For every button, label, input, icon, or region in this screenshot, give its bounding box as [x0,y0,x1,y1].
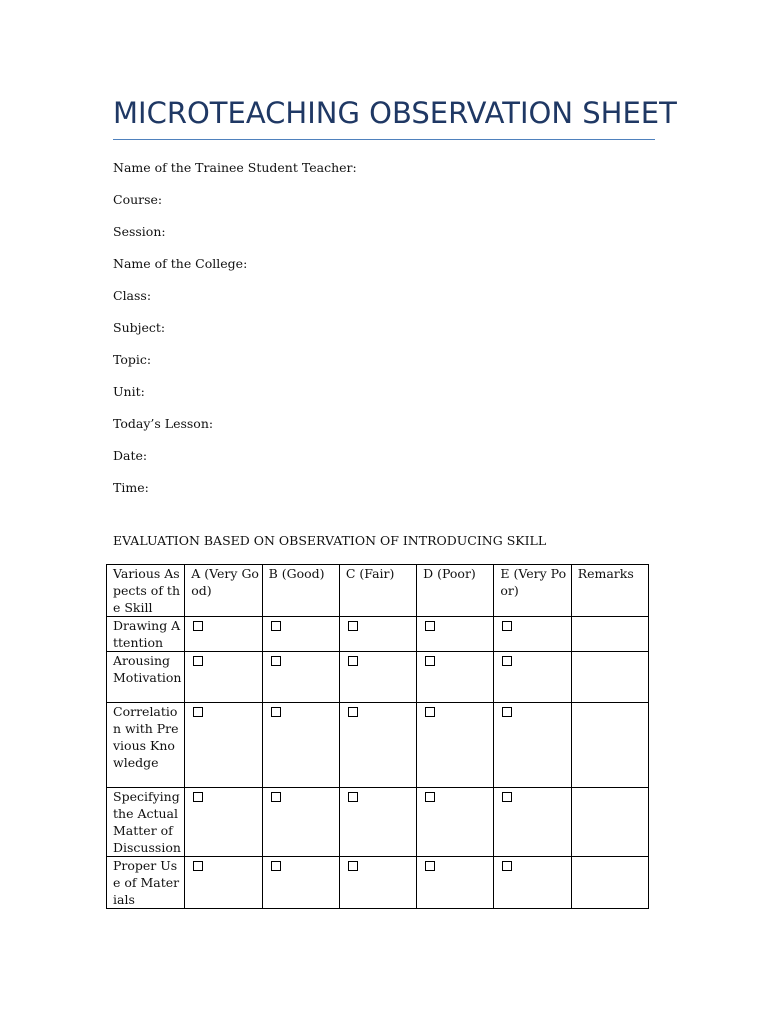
field-trainee-name: Name of the Trainee Student Teacher: [113,160,357,175]
rating-cell [417,788,494,857]
rating-cell [262,703,339,788]
checkbox[interactable] [193,656,203,666]
rating-cell [185,652,262,703]
rating-cell [339,703,416,788]
rating-cell [339,788,416,857]
header-cell: B (Good) [262,565,339,617]
field-subject: Subject: [113,320,166,335]
field-course: Course: [113,192,163,207]
field-unit: Unit: [113,384,145,399]
checkbox[interactable] [271,621,281,631]
rating-cell [262,857,339,909]
field-date: Date: [113,448,148,463]
rating-cell [494,652,571,703]
aspect-cell: Proper Use of Materials [107,857,185,909]
table-row [107,617,649,652]
section-heading: EVALUATION BASED ON OBSERVATION OF INTRODUCING SKILL [113,533,547,548]
remarks-cell[interactable] [571,857,648,909]
document-title: MICROTEACHING OBSERVATION SHEET [113,96,677,130]
evaluation-table [106,564,649,909]
checkbox[interactable] [425,707,435,717]
checkbox[interactable] [348,861,358,871]
checkbox[interactable] [271,792,281,802]
aspect-cell: Drawing Attention [107,617,185,652]
table-row [107,652,649,703]
rating-cell [494,617,571,652]
header-cell: Various Aspects of the Skill [107,565,185,617]
checkbox[interactable] [425,861,435,871]
field-topic: Topic: [113,352,152,367]
remarks-cell[interactable] [571,703,648,788]
rating-cell [339,617,416,652]
checkbox[interactable] [193,707,203,717]
rating-cell [262,788,339,857]
remarks-cell[interactable] [571,652,648,703]
checkbox[interactable] [502,707,512,717]
rating-cell [185,617,262,652]
header-cell: Remarks [571,565,648,617]
header-cell: A (Very Good) [185,565,262,617]
rating-cell [262,617,339,652]
checkbox[interactable] [193,861,203,871]
checkbox[interactable] [271,861,281,871]
rating-cell [339,857,416,909]
header-cell: E (Very Poor) [494,565,571,617]
rating-cell [185,703,262,788]
checkbox[interactable] [193,621,203,631]
header-cell: C (Fair) [339,565,416,617]
rating-cell [417,652,494,703]
field-college: Name of the College: [113,256,248,271]
field-time: Time: [113,480,149,495]
table-row [107,703,649,788]
checkbox[interactable] [425,656,435,666]
table-row [107,857,649,909]
table-header-row [107,565,649,617]
checkbox[interactable] [502,621,512,631]
checkbox[interactable] [348,707,358,717]
header-cell: D (Poor) [417,565,494,617]
checkbox[interactable] [502,656,512,666]
rating-cell [185,857,262,909]
trainee-details-list [113,160,357,512]
checkbox[interactable] [425,792,435,802]
checkbox[interactable] [271,707,281,717]
field-todays-lesson: Today’s Lesson: [113,416,214,431]
remarks-cell[interactable] [571,788,648,857]
aspect-cell: Correlation with Previous Knowledge [107,703,185,788]
rating-cell [417,703,494,788]
rating-cell [262,652,339,703]
checkbox[interactable] [193,792,203,802]
rating-cell [185,788,262,857]
checkbox[interactable] [348,656,358,666]
rating-cell [339,652,416,703]
rating-cell [494,788,571,857]
field-class: Class: [113,288,152,303]
rating-cell [494,703,571,788]
remarks-cell[interactable] [571,617,648,652]
checkbox[interactable] [348,792,358,802]
rating-cell [494,857,571,909]
title-underline [113,139,655,140]
checkbox[interactable] [271,656,281,666]
aspect-cell: Specifying the Actual Matter of Discussion [107,788,185,857]
checkbox[interactable] [348,621,358,631]
rating-cell [417,617,494,652]
table-row [107,788,649,857]
checkbox[interactable] [502,861,512,871]
field-session: Session: [113,224,166,239]
aspect-cell: Arousing Motivation [107,652,185,703]
checkbox[interactable] [502,792,512,802]
rating-cell [417,857,494,909]
checkbox[interactable] [425,621,435,631]
